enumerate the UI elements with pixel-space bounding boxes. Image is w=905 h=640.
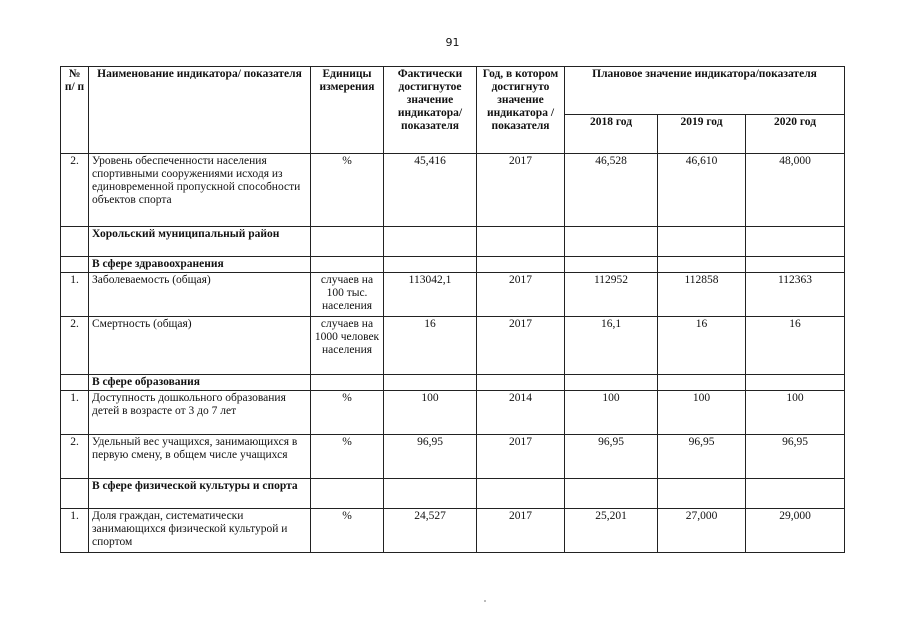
row-name: Заболеваемость (общая) — [89, 273, 311, 317]
table-row — [61, 273, 845, 317]
indicators-table — [60, 66, 845, 553]
row-name: Доступность дошкольного образования детей в возрасте от 3 до 7 лет — [89, 391, 311, 435]
row-year: 2017 — [477, 435, 565, 479]
row-actual: 16 — [384, 317, 477, 375]
section-title-health: В сфере здравоохранения — [89, 257, 311, 273]
row-2018: 25,201 — [565, 509, 658, 553]
row-num: 2. — [61, 317, 89, 375]
table-row — [61, 435, 845, 479]
row-year: 2017 — [477, 154, 565, 227]
row-2018: 100 — [565, 391, 658, 435]
row-unit: % — [311, 154, 384, 227]
header-2018: 2018 год — [565, 115, 658, 154]
row-actual: 113042,1 — [384, 273, 477, 317]
row-2020: 48,000 — [746, 154, 845, 227]
section-row-sport — [61, 479, 845, 509]
row-2018: 112952 — [565, 273, 658, 317]
row-2018: 96,95 — [565, 435, 658, 479]
row-actual: 24,527 — [384, 509, 477, 553]
header-name: Наименование индикатора/ показателя — [89, 67, 311, 154]
row-2018: 46,528 — [565, 154, 658, 227]
row-unit: % — [311, 509, 384, 553]
row-2019: 16 — [658, 317, 746, 375]
district-title: Хорольский муниципальный район — [89, 227, 311, 257]
header-actual: Фактически достигнутое значение индикатора/ показателя — [384, 67, 477, 154]
row-2019: 100 — [658, 391, 746, 435]
section-row-health — [61, 257, 845, 273]
row-num: 1. — [61, 273, 89, 317]
row-year: 2017 — [477, 273, 565, 317]
header-year: Год, в котором достигнуто значение индикатора /показателя — [477, 67, 565, 154]
page-number: 91 — [445, 36, 460, 49]
row-2020: 16 — [746, 317, 845, 375]
row-name: Доля граждан, систематически занимающихся физической культурой и спортом — [89, 509, 311, 553]
row-unit: случаев на 1000 человек населения — [311, 317, 384, 375]
row-unit: % — [311, 391, 384, 435]
table-row — [61, 317, 845, 375]
row-num: 2. — [61, 154, 89, 227]
row-actual: 45,416 — [384, 154, 477, 227]
row-2018: 16,1 — [565, 317, 658, 375]
header-2019: 2019 год — [658, 115, 746, 154]
row-2020: 29,000 — [746, 509, 845, 553]
row-actual: 100 — [384, 391, 477, 435]
row-year: 2017 — [477, 509, 565, 553]
section-title-education: В сфере образования — [89, 375, 311, 391]
row-unit: % — [311, 435, 384, 479]
table-row — [61, 391, 845, 435]
section-title-sport: В сфере физической культуры и спорта — [89, 479, 311, 509]
header-num: № п/ п — [61, 67, 89, 154]
header-units: Единицы измерения — [311, 67, 384, 154]
row-2020: 96,95 — [746, 435, 845, 479]
row-2019: 96,95 — [658, 435, 746, 479]
section-row-education — [61, 375, 845, 391]
row-num: 1. — [61, 391, 89, 435]
row-name: Удельный вес учащихся, занимающихся в первую смену, в общем числе учащихся — [89, 435, 311, 479]
row-year: 2014 — [477, 391, 565, 435]
row-2019: 46,610 — [658, 154, 746, 227]
header-planned: Плановое значение индикатора/показателя — [565, 67, 845, 115]
header-row — [61, 67, 845, 115]
row-2020: 112363 — [746, 273, 845, 317]
table-row — [61, 154, 845, 227]
header-2020: 2020 год — [746, 115, 845, 154]
row-2019: 112858 — [658, 273, 746, 317]
table-row — [61, 509, 845, 553]
row-name: Уровень обеспеченности населения спортивными сооружениями исходя из единовременной пропускной способности объектов спорта — [89, 154, 311, 227]
row-actual: 96,95 — [384, 435, 477, 479]
row-year: 2017 — [477, 317, 565, 375]
row-num: 1. — [61, 509, 89, 553]
row-2020: 100 — [746, 391, 845, 435]
row-unit: случаев на 100 тыс. населения — [311, 273, 384, 317]
district-row — [61, 227, 845, 257]
scan-speck — [484, 600, 486, 602]
row-num: 2. — [61, 435, 89, 479]
row-2019: 27,000 — [658, 509, 746, 553]
row-name: Смертность (общая) — [89, 317, 311, 375]
